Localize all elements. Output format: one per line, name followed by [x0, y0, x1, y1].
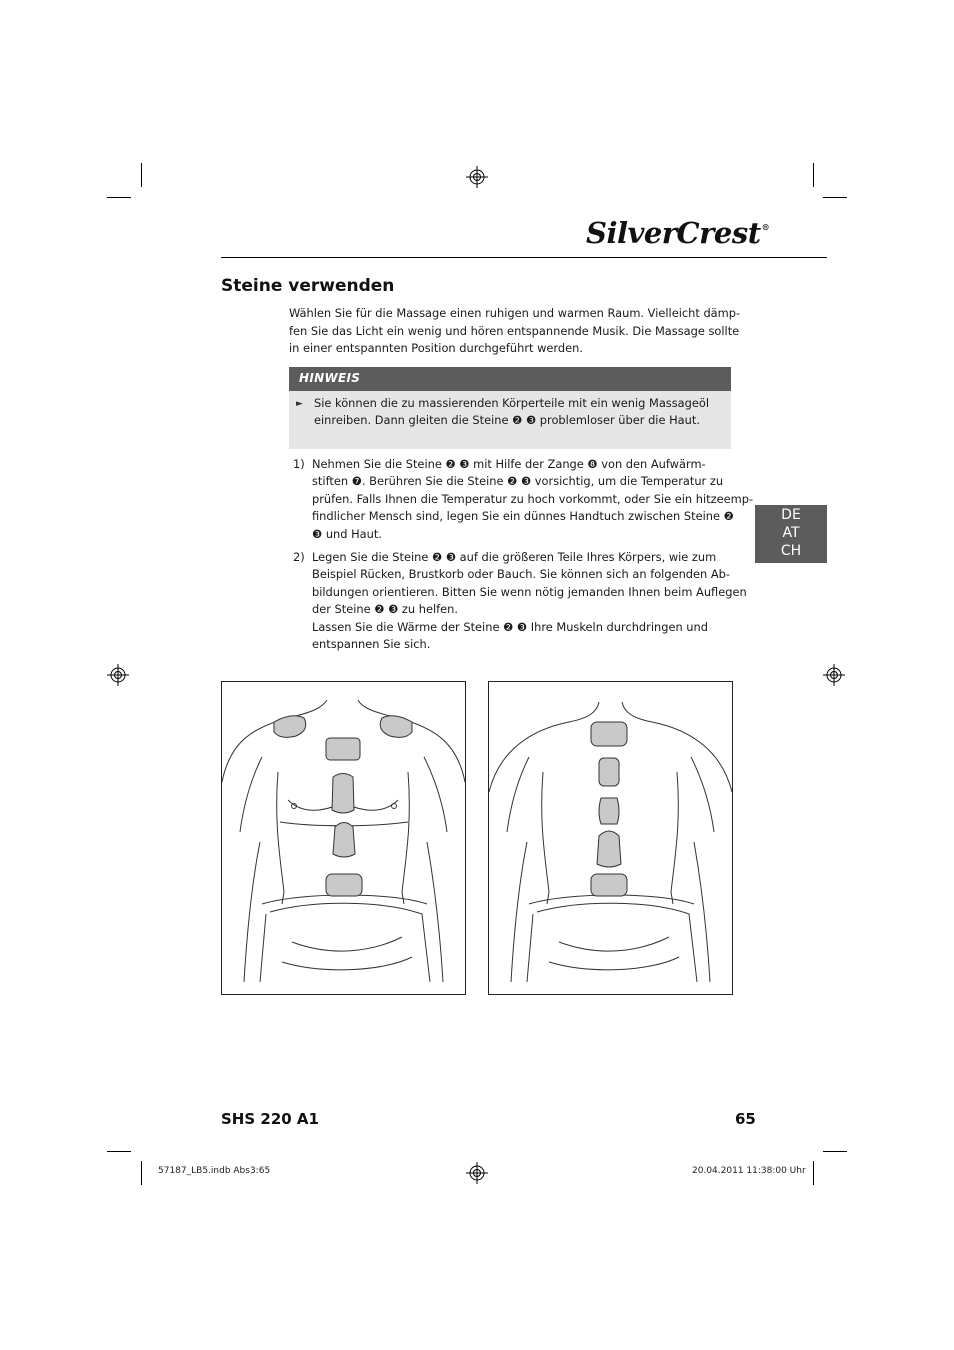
step-line: ❸ und Haut. [312, 526, 382, 541]
crop-mark [823, 197, 847, 198]
language-tab [755, 505, 827, 563]
steps-list [289, 456, 754, 659]
step-line: Nehmen Sie die Steine ❷ ❸ mit Hilfe der Zange ❽ von den Aufwärm- [312, 457, 706, 471]
registration-mark-icon [107, 664, 129, 686]
step-line: prüfen. Falls Ihnen die Temperatur zu hoch vorkommt, oder Sie ein hitzeemp- [312, 491, 754, 506]
crop-mark [107, 1151, 131, 1152]
step-number: 1) [293, 457, 305, 471]
crop-mark [813, 1161, 814, 1185]
back-torso-illustration [489, 682, 732, 994]
step-line: der Steine ❷ ❸ zu helfen. [312, 602, 458, 617]
step-line: Legen Sie die Steine ❷ ❸ auf die größeren Teile Ihres Körpers, wie zum [312, 550, 717, 565]
step-line: findlicher Mensch sind, legen Sie ein dünnes Handtuch zwischen Steine ❷ [312, 509, 734, 524]
note-box [289, 391, 731, 449]
step-item [289, 456, 754, 543]
silvercrest-logo: SilverCrest® [586, 216, 770, 250]
header-rule [221, 257, 827, 258]
step-item [289, 549, 747, 653]
intro-line: fen Sie das Licht ein wenig und hören entspannende Musik. Die Massage sollte [289, 323, 740, 338]
section-title: Steine verwenden [221, 276, 395, 296]
registration-mark-icon [823, 664, 845, 686]
crop-mark [141, 1161, 142, 1185]
language-code: DE [781, 507, 801, 523]
figure-back-torso [488, 681, 733, 995]
step-line: Beispiel Rücken, Brustkorb oder Bauch. Sie können sich an folgenden Ab- [312, 567, 731, 582]
print-slug-file: 57187_LB5.indb Abs3:65 [158, 1166, 271, 1176]
bullet-arrow-icon: ► [296, 399, 303, 409]
crop-mark [107, 197, 131, 198]
intro-paragraph [289, 305, 741, 358]
crop-mark [813, 163, 814, 187]
language-code: CH [780, 543, 802, 559]
crop-mark [141, 163, 142, 187]
note-heading-bar [289, 367, 731, 391]
front-torso-illustration [222, 682, 465, 994]
print-slug-date: 20.04.2011 11:38:00 Uhr [692, 1166, 806, 1176]
registration-mark-icon [466, 1162, 488, 1184]
step-line: stiften ❼. Berühren Sie die Steine ❷ ❸ vorsichtig, um die Temperatur zu [312, 474, 724, 489]
step-number: 2) [293, 550, 305, 565]
intro-line: Wählen Sie für die Massage einen ruhigen und warmen Raum. Vielleicht dämp- [289, 306, 741, 320]
intro-line: in einer entspannten Position durchgeführt werden. [289, 341, 583, 356]
model-number: SHS 220 A1 [221, 1110, 319, 1128]
step-line: bildungen orientieren. Bitten Sie wenn nötig jemanden Ihnen beim Auflegen [312, 584, 747, 599]
figure-front-torso [221, 681, 466, 995]
crop-mark [823, 1151, 847, 1152]
registration-mark-icon [466, 166, 488, 188]
step-line: Lassen Sie die Wärme der Steine ❷ ❸ Ihre Muskeln durchdringen und [312, 619, 708, 634]
step-line: entspannen Sie sich. [312, 637, 431, 652]
note-line: Sie können die zu massierenden Körperteile mit ein wenig Massageöl [314, 396, 710, 410]
note-line: einreiben. Dann gleiten die Steine ❷ ❸ problemloser über die Haut. [314, 413, 700, 428]
page-number: 65 [735, 1110, 756, 1128]
note-text [314, 395, 724, 430]
note-heading: HINWEIS [299, 371, 361, 385]
language-code: AT [782, 525, 800, 541]
